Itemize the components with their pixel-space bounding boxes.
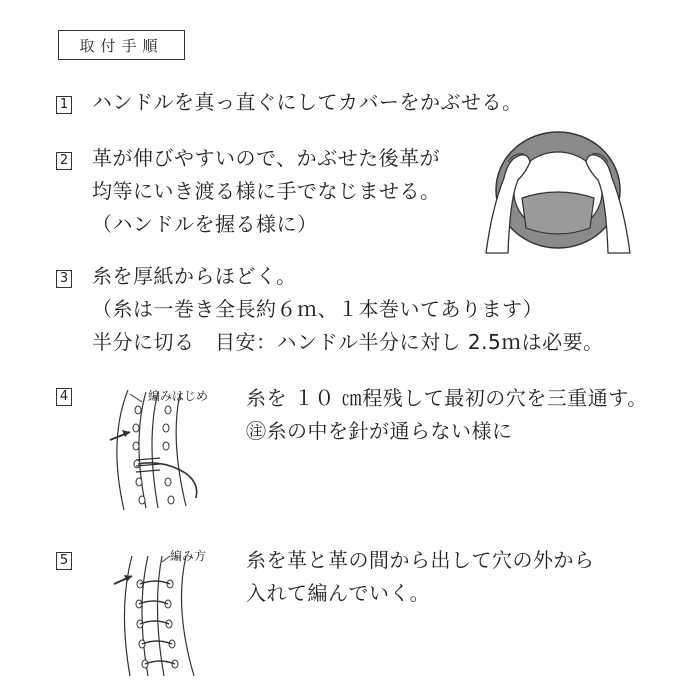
step-5-line-2: 入れて編んでいく。	[246, 581, 431, 605]
step-2-text	[92, 142, 441, 241]
hands-on-steering-wheel-illustration	[478, 128, 638, 253]
step-1-line-1: ハンドルを真っ直ぐにしてカバーをかぶせる。	[92, 90, 523, 114]
step-2-line-2: 均等にいき渡る様に手でなじませる。	[92, 179, 441, 203]
step-5-text	[246, 544, 595, 610]
step-5-line-1: 糸を革と革の間から出して穴の外から	[246, 548, 595, 572]
step-5-number: 5	[56, 552, 72, 570]
start-stitch-label: 編みはじめ	[148, 389, 209, 403]
stitch-method-illustration	[112, 548, 222, 678]
step-2-line-1: 革が伸びやすいので、かぶせた後革が	[92, 146, 441, 170]
step-3-line-1: 糸を厚紙からほどく。	[92, 264, 297, 288]
step-1-number: 1	[56, 96, 72, 114]
step-2-number: 2	[56, 152, 72, 170]
step-4-line-1: 糸を １０ ㎝程残して最初の穴を三重通す。	[246, 386, 648, 410]
step-4-line-2: ㊟糸の中を針が通らない様に	[246, 419, 513, 443]
procedure-title: 取付手順	[58, 30, 185, 60]
stitch-method-label: 編み方	[170, 549, 207, 563]
step-1-text	[92, 86, 523, 119]
step-3-line-2: （糸は一巻き全長約６ｍ、１本巻いてあります）	[92, 297, 543, 321]
step-3-text	[92, 260, 604, 359]
step-3-line-3: 半分に切る 目安：ハンドル半分に対し 2.5ｍは必要。	[92, 330, 604, 354]
step-4-number: 4	[56, 388, 72, 406]
step-3-number: 3	[56, 270, 72, 288]
start-stitch-illustration	[100, 380, 225, 515]
step-2-line-3: （ハンドルを握る様に）	[92, 212, 318, 236]
step-4-text	[246, 382, 648, 448]
